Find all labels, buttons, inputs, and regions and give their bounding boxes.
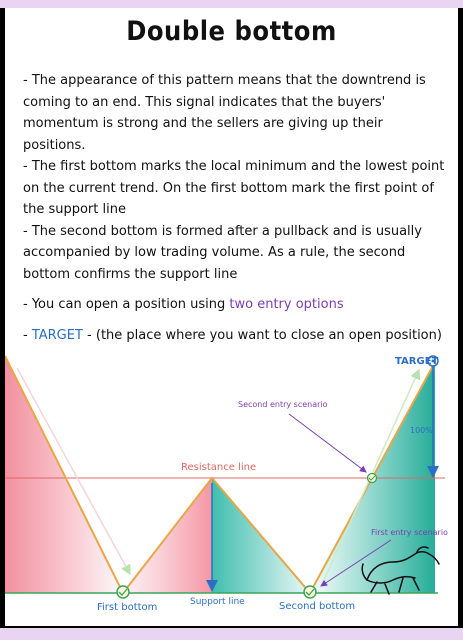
second-bottom-label: Second bottom	[279, 601, 356, 612]
resistance-label: Resistance line	[181, 462, 257, 473]
second-bottom-marker	[304, 586, 316, 598]
bullet-appearance: - The appearance of this pattern means that the downtrend is coming to an end. This signal indicates that the buyers' momentum is strong and the sellers are giving up their positions.	[23, 73, 426, 153]
bullet-first-bottom: - The first bottom marks the local minimum and the lowest point on the current trend. On the first bottom mark the first point of the support line	[23, 159, 445, 217]
double-bottom-diagram	[5, 348, 458, 626]
bottom-border-strip	[0, 628, 463, 640]
second-entry-label: Second entry scenario	[238, 400, 328, 409]
second-entry-marker	[368, 474, 377, 483]
first-entry-label: First entry scenario	[371, 528, 448, 537]
entry-options-link: two entry options	[229, 297, 344, 312]
page-title: Double bottom	[126, 16, 337, 47]
entry-options-prefix: - You can open a position using	[23, 297, 230, 312]
infographic-card	[5, 8, 458, 626]
first-bottom-label: First bottom	[97, 602, 158, 613]
top-border-strip	[0, 0, 463, 8]
second-entry-pointer	[289, 414, 366, 472]
description-block	[23, 70, 448, 346]
target-label: TARGET	[395, 356, 439, 367]
first-bottom-marker	[117, 586, 129, 598]
percent-label: 100%	[410, 426, 433, 435]
support-label: Support line	[190, 597, 245, 607]
target-suffix: - (the place where you want to close an open position)	[82, 327, 442, 343]
bullet-second-bottom: - The second bottom is formed after a pullback and is usually accompanied by low trading volume. As a rule, the second bottom confirms the support line	[23, 223, 422, 282]
target-prefix: -	[23, 327, 32, 343]
bullet-target	[23, 325, 448, 347]
target-keyword: TARGET	[31, 327, 83, 343]
bullet-entry-options	[23, 294, 448, 316]
